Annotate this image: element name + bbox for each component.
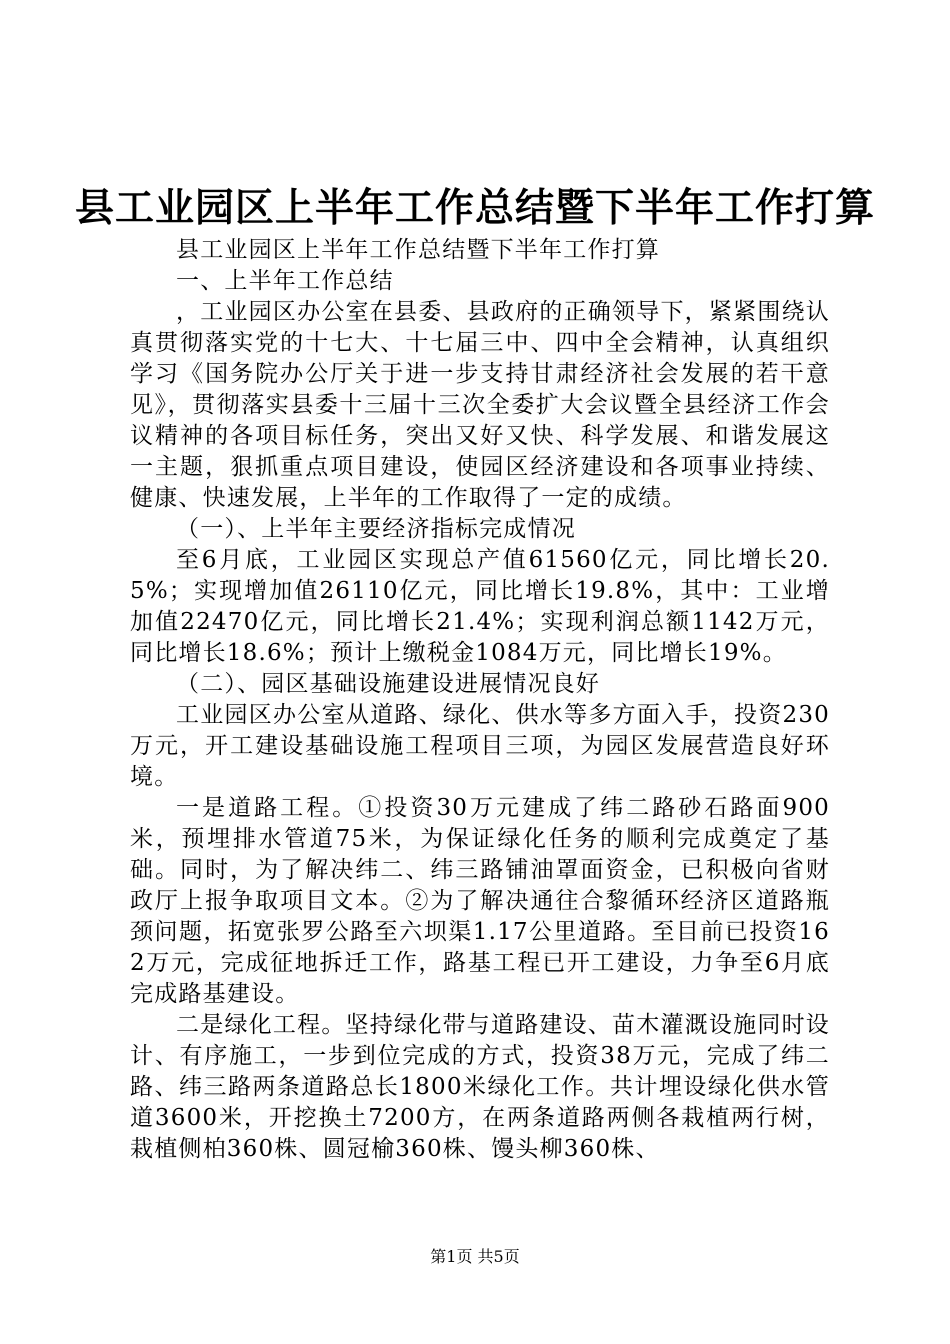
paragraph-subtitle: 县工业园区上半年工作总结暨下半年工作打算 [176, 237, 660, 263]
paragraph-indicators: 至6月底，工业园区实现总产值61560亿元，同比增长20.5%；实现增加值26110亿元，同比增长19.8%，其中：工业增加值22470亿元，同比增长21.4%；实现利润总额1142万元，同比增长18.6%；预计上缴税金1084万元，同比增长19%。 [130, 547, 830, 666]
paragraph-road-project: 一是道路工程。①投资30万元建成了纬二路砂石路面900米，预埋排水管道75米，为保证绿化任务的顺利完成奠定了基础。同时，为了解决纬二、纬三路铺油罩面资金，已积极向省财政厅上报争取项目文本。②为了解决通往合黎循环经济区道路瓶颈问题，拓宽张罗公路至六坝渠1.17公里道路。至目前已投资162万元，完成征地拆迁工作，路基工程已开工建设，力争至6月底完成路基建设。 [130, 795, 830, 1007]
page-footer: 第1页 共5页 [430, 1247, 520, 1266]
document-body [130, 235, 830, 1165]
heading-subsection-2: （二）、园区基础设施建设进展情况良好 [176, 671, 601, 697]
paragraph-infrastructure: 工业园区办公室从道路、绿化、供水等多方面入手，投资230万元，开工建设基础设施工程项目三项，为园区发展营造良好环境。 [130, 702, 830, 790]
paragraph-greening-project: 二是绿化工程。坚持绿化带与道路建设、苗木灌溉设施同时设计、有序施工，一步到位完成的方式，投资38万元，完成了纬二路、纬三路两条道路总长1800米绿化工作。共计埋设绿化供水管道3600米，开挖换土7200方，在两条道路两侧各栽植两行树，栽植侧柏360株、圆冠榆360株、馒头柳360株、 [130, 1012, 830, 1162]
heading-section-1: 一、上半年工作总结 [176, 268, 394, 294]
heading-subsection-1: （一）、上半年主要经济指标完成情况 [176, 516, 576, 542]
paragraph-intro: ，工业园区办公室在县委、县政府的正确领导下，紧紧围绕认真贯彻落实党的十七大、十七届三中、四中全会精神，认真组织学习《国务院办公厅关于进一步支持甘肃经济社会发展的若干意见》，贯彻落实县委十三届十三次全委扩大会议暨全县经济工作会议精神的各项目标任务，突出又好又快、科学发展、和谐发展这一主题，狠抓重点项目建设，使园区经济建设和各项事业持续、健康、快速发展，上半年的工作取得了一定的成绩。 [130, 299, 830, 511]
document-title: 县工业园区上半年工作总结暨下半年工作打算 [74, 185, 875, 231]
